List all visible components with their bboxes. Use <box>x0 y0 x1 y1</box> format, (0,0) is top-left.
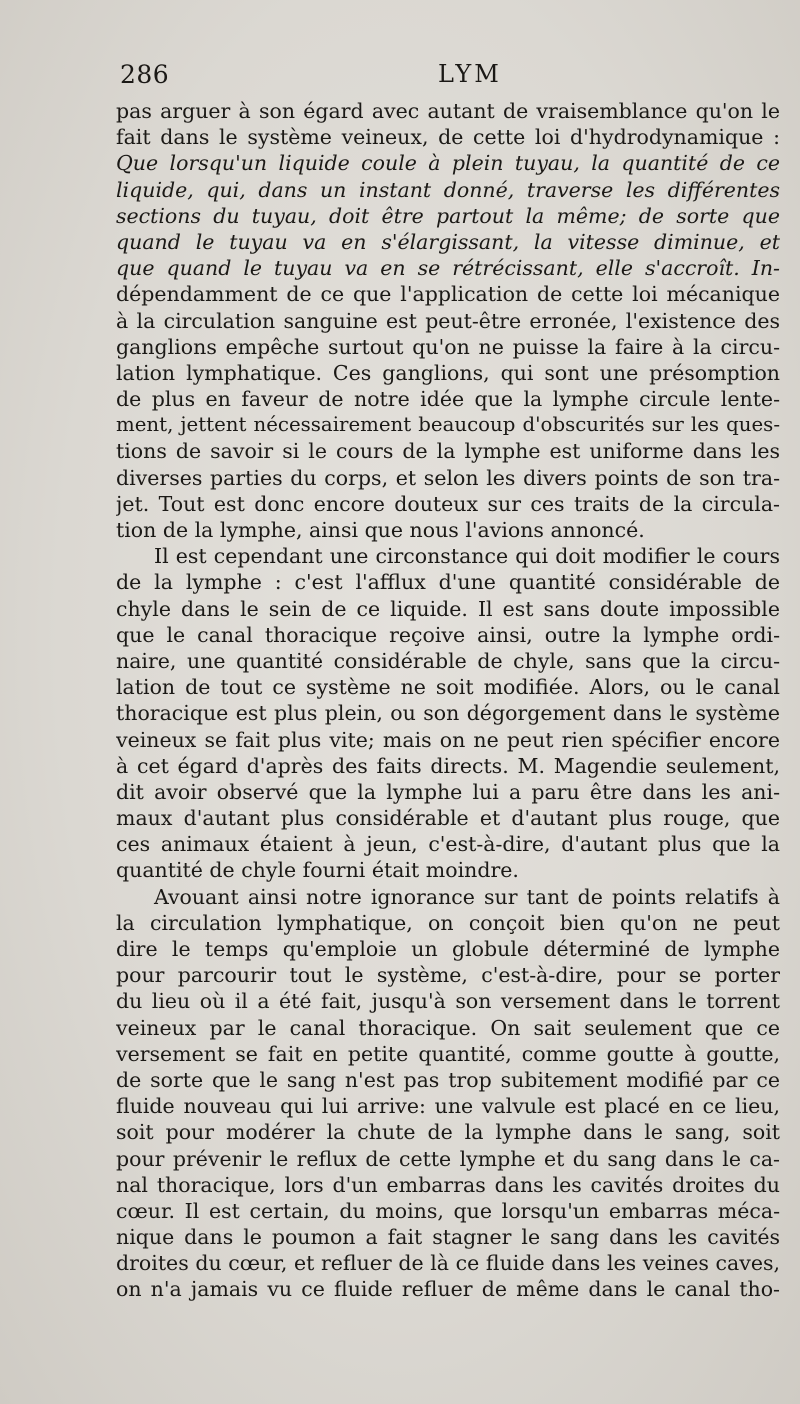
text-line: que le canal thoracique reçoive ainsi, outre la lymphe ordi- <box>116 622 780 647</box>
text-line: de sorte que le sang n'est pas trop subitement modifié par ce <box>116 1067 780 1092</box>
text-line: Avouant ainsi notre ignorance sur tant de points relatifs à <box>154 884 780 909</box>
body-text <box>116 98 780 1303</box>
text-line: de la lymphe : c'est l'afflux d'une quantité considérable de <box>116 570 780 595</box>
text-line: cœur. Il est certain, du moins, que lorsqu'un embarras méca- <box>116 1198 780 1223</box>
text-line: pour prévenir le reflux de cette lymphe et du sang dans le ca- <box>116 1146 780 1171</box>
text-line: ces animaux étaient à jeun, c'est-à-dire, d'autant plus que la <box>116 832 780 857</box>
text-line: sections du tuyau, doit être partout la même; de sorte que <box>116 203 780 228</box>
page-number: 286 <box>120 60 170 89</box>
text-line: à la circulation sanguine est peut-être erronée, l'existence des <box>116 308 780 333</box>
page-header <box>118 60 778 96</box>
text-line: quand le tuyau va en s'élargissant, la vitesse diminue, et <box>116 229 780 254</box>
text-line: fait dans le système veineux, de cette loi d'hydrodynamique : <box>116 125 780 150</box>
text-line: jet. Tout est donc encore douteux sur ces traits de la circula- <box>116 491 780 516</box>
text-line: on n'a jamais vu ce fluide refluer de même dans le canal tho- <box>116 1277 780 1302</box>
text-line: que quand le tuyau va en se rétrécissant, elle s'accroît. In- <box>116 256 780 281</box>
text-line: thoracique est plus plein, ou son dégorgement dans le système <box>116 701 780 726</box>
text-line: naire, une quantité considérable de chyle, sans que la circu- <box>116 648 780 673</box>
text-line: liquide, qui, dans un instant donné, traverse les différentes <box>116 177 780 202</box>
text-line: chyle dans le sein de ce liquide. Il est sans doute impossible <box>116 596 780 621</box>
text-line: maux d'autant plus considérable et d'autant plus rouge, que <box>116 806 780 831</box>
text-line: veineux par le canal thoracique. On sait seulement que ce <box>116 1015 780 1040</box>
text-line: fluide nouveau qui lui arrive: une valvule est placé en ce lieu, <box>116 1094 780 1119</box>
text-line: pas arguer à son égard avec autant de vraisemblance qu'on le <box>116 99 780 123</box>
text-line: ment, jettent nécessairement beaucoup d'obscurités sur les ques- <box>116 413 780 437</box>
text-line: lation de tout ce système ne soit modifiée. Alors, ou le canal <box>116 675 780 700</box>
text-line: ganglions empêche surtout qu'on ne puisse la faire à la circu- <box>116 334 780 359</box>
text-line: nal thoracique, lors d'un embarras dans les cavités droites du <box>116 1172 780 1197</box>
text-line: nique dans le poumon a fait stagner le sang dans les cavités <box>116 1225 780 1250</box>
text-line: veineux se fait plus vite; mais on ne peut rien spécifier encore <box>116 727 780 752</box>
text-line: tion de la lymphe, ainsi que nous l'avions annoncé. <box>116 518 645 542</box>
text-line: dépendamment de ce que l'application de cette loi mécanique <box>116 282 780 307</box>
running-head: LYM <box>438 60 502 88</box>
text-line: dire le temps qu'emploie un globule déterminé de lymphe <box>116 937 780 961</box>
text-line: Que lorsqu'un liquide coule à plein tuyau, la quantité de ce <box>116 151 780 176</box>
text-line: la circulation lymphatique, on conçoit bien qu'on ne peut <box>116 910 780 935</box>
text-line: lation lymphatique. Ces ganglions, qui sont une présomption <box>116 360 780 385</box>
text-line: versement se fait en petite quantité, comme goutte à goutte, <box>116 1041 780 1066</box>
text-line: soit pour modérer la chute de la lymphe dans le sang, soit <box>116 1120 780 1145</box>
text-line: de plus en faveur de notre idée que la lymphe circule lente- <box>116 387 780 412</box>
text-line: du lieu où il a été fait, jusqu'à son versement dans le torrent <box>116 989 780 1014</box>
text-line: tions de savoir si le cours de la lymphe est uniforme dans les <box>116 439 780 464</box>
text-line: diverses parties du corps, et selon les divers points de son tra- <box>116 465 780 490</box>
text-line: pour parcourir tout le système, c'est-à-dire, pour se porter <box>116 963 780 988</box>
text-line: dit avoir observé que la lymphe lui a paru être dans les ani- <box>116 779 780 804</box>
text-line: droites du cœur, et refluer de là ce fluide dans les veines caves, <box>116 1251 780 1276</box>
text-line: à cet égard d'après des faits directs. M. Magendie seulement, <box>116 753 780 778</box>
text-line: Il est cependant une circonstance qui doit modifier le cours <box>154 544 780 569</box>
text-line: quantité de chyle fourni était moindre. <box>116 858 519 883</box>
